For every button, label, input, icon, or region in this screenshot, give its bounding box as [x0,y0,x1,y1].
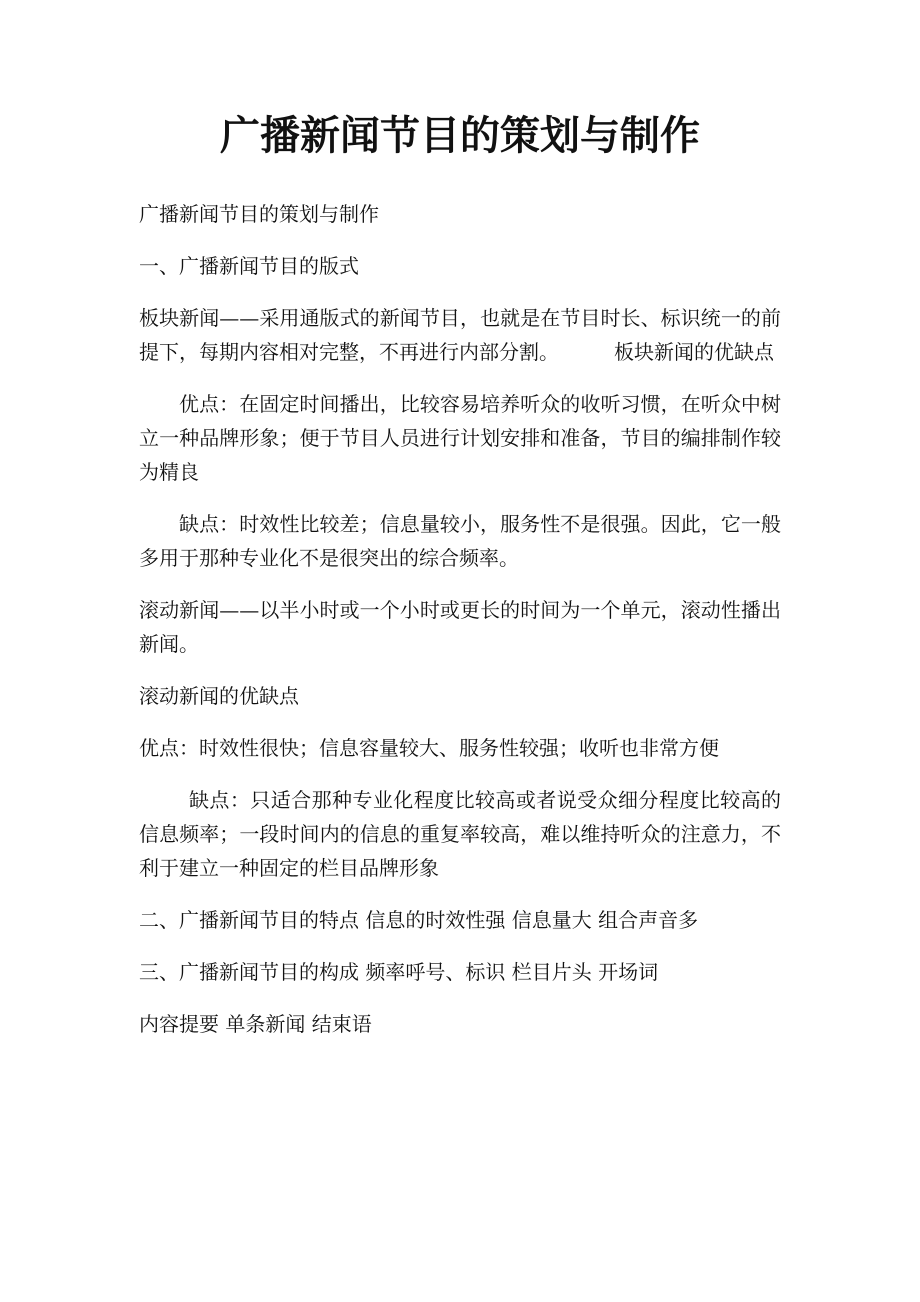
rolling-news-paragraph: 滚动新闻——以半小时或一个小时或更长的时间为一个单元，滚动性播出新闻。 [139,598,781,656]
section-3-line: 三、广播新闻节目的构成 频率呼号、标识 栏目片头 开场词 [139,960,659,984]
rolling-news-pros-cons-heading: 滚动新闻的优缺点 [139,684,299,708]
section-2-line: 二、广播新闻节目的特点 信息的时效性强 信息量大 组合声音多 [139,908,699,932]
block-news-paragraph [139,301,781,369]
block-news-pros: 优点：在固定时间播出，比较容易培养听众的收听习惯，在听众中树立一种品牌形象；便于节目人员进行计划安排和准备，节目的编排制作较为精良 [139,392,781,484]
block-news-text: 板块新闻——采用通版式的新闻节目，也就是在节目时长、标识统一的前提下，每期内容相对完整，不再进行内部分割。 [139,306,781,364]
rolling-news-cons: 缺点：只适合那种专业化程度比较高或者说受众细分程度比较高的信息频率；一段时间内的信息的重复率较高，难以维持听众的注意力，不利于建立一种固定的栏目品牌形象 [139,788,781,880]
block-news-cons: 缺点：时效性比较差；信息量较小，服务性不是很强。因此，它一般多用于那种专业化不是很突出的综合频率。 [139,512,781,570]
block-news-pros-cons-heading: 板块新闻的优缺点 [614,340,774,364]
rolling-news-pros: 优点：时效性很快；信息容量较大、服务性较强；收听也非常方便 [139,736,719,760]
section-1-heading: 一、广播新闻节目的版式 [139,254,359,278]
document-title: 广播新闻节目的策划与制作 [220,112,700,159]
document-body [139,197,781,1041]
subtitle-paragraph: 广播新闻节目的策划与制作 [139,202,379,226]
section-3-continuation: 内容提要 单条新闻 结束语 [139,1012,372,1036]
